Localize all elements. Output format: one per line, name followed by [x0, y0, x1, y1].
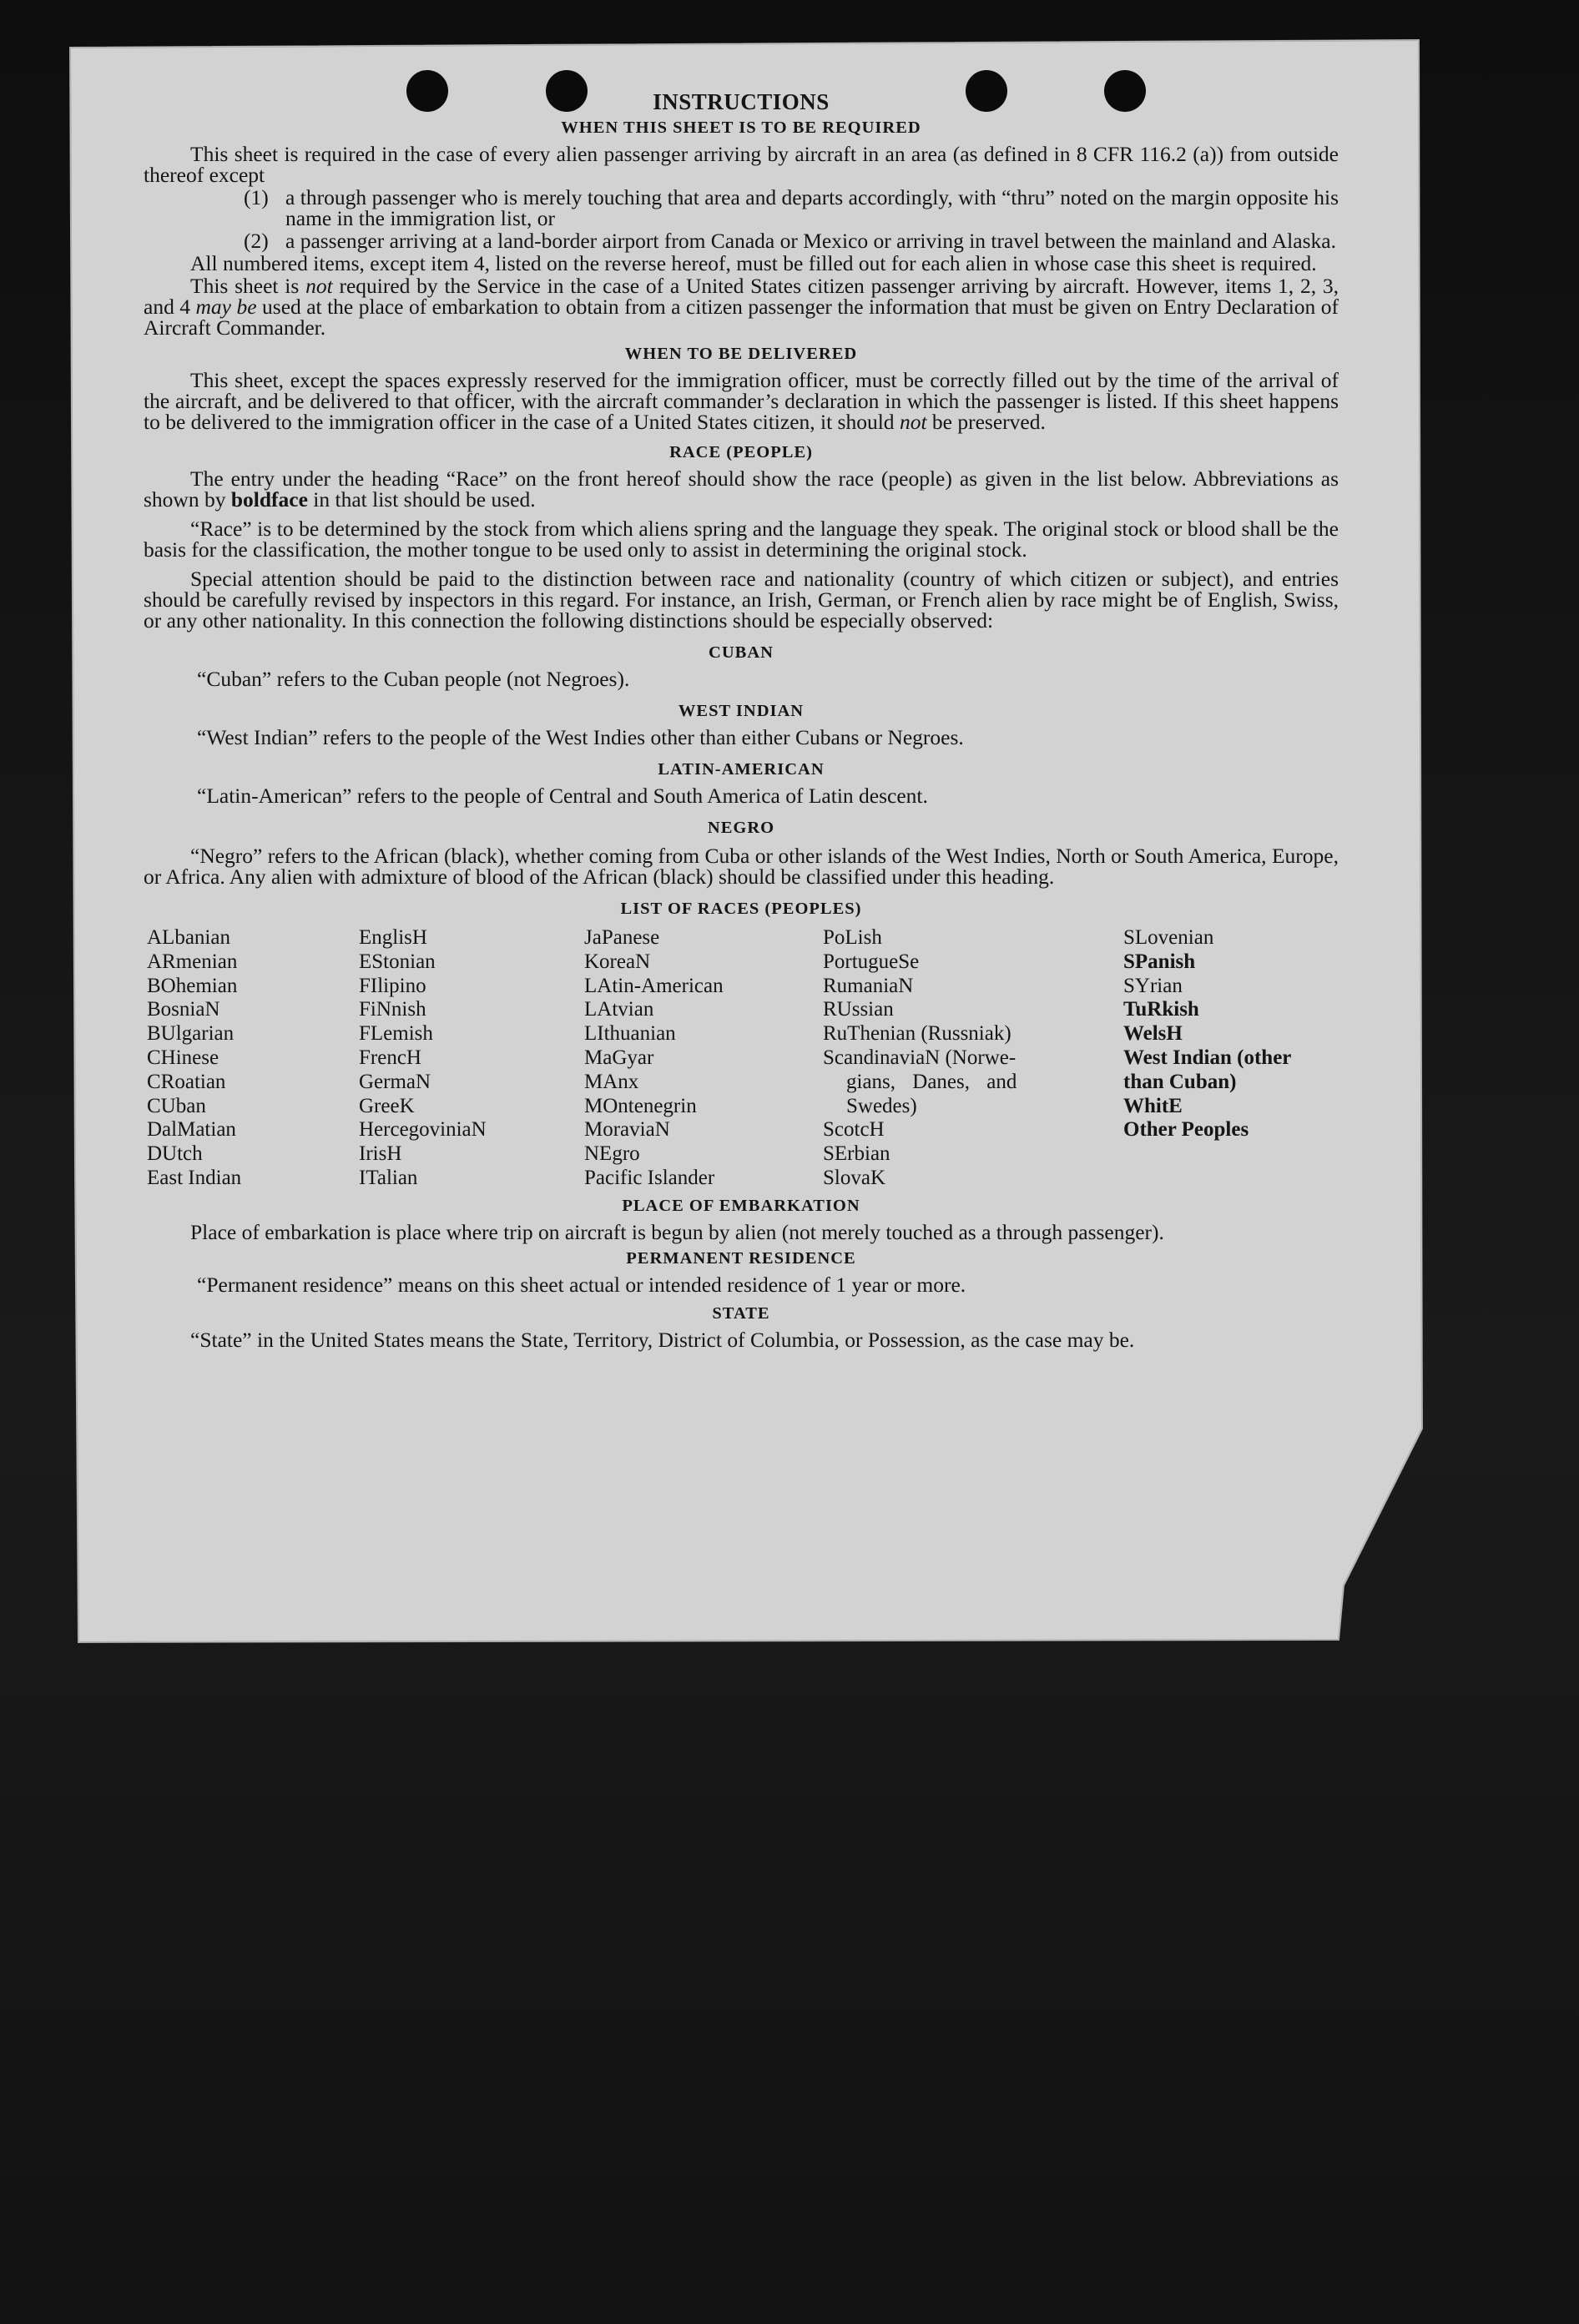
heading-cuban: CUBAN	[709, 643, 774, 662]
race-entry: FLemish	[359, 1022, 433, 1046]
race-entry: SErbian	[823, 1142, 890, 1166]
race-entry-continued: Swedes)	[846, 1094, 917, 1117]
citizen-text-c: used at the place of embarkation to obtain from a citizen passenger the information that must be given on Entry Declaration of Aircraft Commander.	[144, 295, 1339, 340]
race-entry: CRoatian	[147, 1070, 226, 1093]
state-text: “State” in the United States means the State, Territory, District of Columbia, or Possession, as the case may be.	[190, 1327, 1135, 1352]
race-column-5	[1123, 926, 1342, 1191]
embarkation-text: Place of embarkation is place where trip on aircraft is begun by alien (not merely touched as a through passenger).	[190, 1219, 1164, 1244]
race-entry: GreeK	[359, 1094, 415, 1117]
heading-embarkation: PLACE OF EMBARKATION	[622, 1196, 860, 1215]
race-entry: FrencH	[359, 1046, 421, 1069]
heading-race: RACE (PEOPLE)	[669, 443, 813, 461]
race-entry: LAtvian	[584, 998, 654, 1021]
citizen-text-b: required by the Service in the case of a United States citizen passenger arriving by aircraft. However, items 1, 2, 3, and 4	[144, 274, 1339, 319]
race-entry: JaPanese	[584, 926, 660, 949]
west-indian-text: “West Indian” refers to the people of the West Indies other than either Cubans or Negroes.	[197, 725, 964, 749]
race-entry: ScotcH	[823, 1118, 885, 1142]
races-list	[147, 926, 1339, 1191]
race-entry: Pacific Islander	[584, 1166, 715, 1189]
race-entry: DalMatian	[147, 1118, 236, 1142]
race-column-4	[823, 926, 1123, 1191]
item-text: a through passenger who is merely touching that area and departs accordingly, with “thru” noted on the margin opposite his name in the immigration list, or	[285, 185, 1339, 230]
race-entry: IrisH	[359, 1142, 402, 1166]
race-entry: GermaN	[359, 1070, 431, 1093]
race-entry-continued: than Cuban)	[1123, 1070, 1237, 1093]
race-text-b: in that list should be used.	[307, 487, 536, 512]
heading-state: STATE	[712, 1303, 770, 1323]
delivered-text-a: This sheet, except the spaces expressly reserved for the immigration officer, must be correctly filled out by the time of the arrival of the aircraft, and be delivered to that officer, with the aircraft commander’s declaration in which the passenger is listed. If this sheet happens to be delivered to the immigration officer in the case of a United States citizen, it should	[144, 368, 1339, 434]
citizen-text-a: This sheet is	[190, 274, 306, 298]
race-entry: SLovenian	[1123, 926, 1214, 949]
item-text: a passenger arriving at a land-border airport from Canada or Mexico or arriving in travel between the mainland and Alaska.	[285, 229, 1336, 253]
race-entry: RuThenian (Russniak)	[823, 1022, 1011, 1046]
race-entry: LIthuanian	[584, 1022, 676, 1046]
delivered-paragraph	[144, 370, 1339, 432]
item-number: (1)	[244, 185, 269, 209]
heading-when-required: WHEN THIS SHEET IS TO BE REQUIRED	[561, 118, 921, 137]
citizen-text-maybe: may be	[195, 295, 257, 319]
item-number: (2)	[244, 229, 269, 253]
race-entry: WhitE	[1123, 1094, 1183, 1117]
race-paragraph-3: Special attention should be paid to the distinction between race and nationality (country of which citizen or subject), and entries should be carefully revised by inspectors in this regard. For instance, an Irish, German, or French alien by race might be of English, Swiss, or any other nationality. In this connection the following distinctions should be especially observed:	[144, 567, 1339, 633]
race-entry: SlovaK	[823, 1166, 885, 1189]
exception-item-1	[244, 187, 1339, 229]
negro-text: “Negro” refers to the African (black), whether coming from Cuba or other islands of the West Indies, North or South America, Europe, or Africa. Any alien with admixture of blood of the African (black) should be classified under this heading.	[144, 844, 1339, 889]
race-entry: MAnx	[584, 1070, 639, 1093]
heading-west-indian: WEST INDIAN	[678, 702, 805, 720]
heading-latin-american: LATIN-AMERICAN	[658, 760, 825, 779]
race-entry: EStonian	[359, 950, 436, 973]
race-entry: East Indian	[147, 1166, 242, 1189]
citizen-text-not: not	[305, 274, 333, 298]
race-column-1	[147, 926, 359, 1191]
race-entry: LAtin-American	[584, 974, 724, 997]
race-entry: BUlgarian	[147, 1022, 235, 1046]
numbered-items-paragraph: All numbered items, except item 4, listed on the reverse hereof, must be filled out for each alien in whose case this sheet is required.	[190, 251, 1317, 275]
race-paragraph-1	[144, 468, 1339, 510]
race-entry: PoLish	[823, 926, 882, 949]
race-entry: FiNnish	[359, 998, 426, 1021]
heading-negro: NEGRO	[707, 819, 775, 837]
heading-residence: PERMANENT RESIDENCE	[626, 1248, 856, 1268]
residence-text: “Permanent residence” means on this sheet actual or intended residence of 1 year or more.	[197, 1272, 966, 1297]
race-entry: FIlipino	[359, 974, 426, 997]
race-entry: ALbanian	[147, 926, 230, 949]
delivered-text-b: be preserved.	[926, 410, 1046, 434]
race-entry: Other Peoples	[1123, 1118, 1249, 1142]
race-paragraph-2: “Race” is to be determined by the stock from which aliens spring and the language they speak. The original stock or blood shall be the basis for the classification, the mother tongue to be used only to assist in determining the original stock.	[144, 517, 1339, 562]
latin-american-text: “Latin-American” refers to the people of Central and South America of Latin descent.	[197, 784, 928, 808]
race-entry: MaGyar	[584, 1046, 654, 1069]
race-entry: KoreaN	[584, 950, 651, 973]
race-entry: ARmenian	[147, 950, 238, 973]
cuban-text: “Cuban” refers to the Cuban people (not Negroes).	[197, 667, 630, 691]
heading-when-delivered: WHEN TO BE DELIVERED	[624, 345, 858, 363]
race-text-bold: boldface	[230, 487, 308, 512]
race-entry: RumaniaN	[823, 974, 914, 997]
race-text-a: The entry under the heading “Race” on the front hereof should show the race (people) as given in the list below. Abbreviations as shown by	[144, 466, 1339, 512]
race-entry: CHinese	[147, 1046, 219, 1069]
race-entry-continued: gians, Danes, and	[846, 1070, 1017, 1093]
race-entry: NEgro	[584, 1142, 640, 1166]
race-entry: West Indian (other	[1123, 1046, 1292, 1069]
race-entry: SYrian	[1123, 974, 1183, 997]
race-entry: EnglisH	[359, 926, 427, 949]
race-entry: RUssian	[823, 998, 894, 1021]
race-column-2	[359, 926, 584, 1191]
race-column-3	[584, 926, 823, 1191]
instructions-content	[144, 83, 1339, 1350]
race-entry: CUban	[147, 1094, 206, 1117]
intro-paragraph: This sheet is required in the case of every alien passenger arriving by aircraft in an area (as defined in 8 CFR 116.2 (a)) from outside thereof except	[144, 142, 1339, 187]
citizen-paragraph	[144, 275, 1339, 338]
race-entry: ITalian	[359, 1166, 418, 1189]
race-entry: MOntenegrin	[584, 1094, 697, 1117]
race-entry: BOhemian	[147, 974, 238, 997]
race-entry: MoraviaN	[584, 1118, 670, 1142]
race-entry: PortugueSe	[823, 950, 920, 973]
race-entry: TuRkish	[1123, 998, 1199, 1021]
race-entry: HercegoviniaN	[359, 1118, 487, 1142]
exception-item-2	[244, 230, 1339, 251]
race-entry: ScandinaviaN (Norwe-	[823, 1046, 1017, 1069]
race-entry: BosniaN	[147, 998, 220, 1021]
race-entry: WelsH	[1123, 1022, 1183, 1046]
delivered-text-not: not	[899, 410, 927, 434]
race-entry: DUtch	[147, 1142, 203, 1166]
race-entry: SPanish	[1123, 950, 1196, 973]
document-title: INSTRUCTIONS	[653, 89, 830, 114]
heading-races-list: LIST OF RACES (PEOPLES)	[620, 900, 862, 918]
